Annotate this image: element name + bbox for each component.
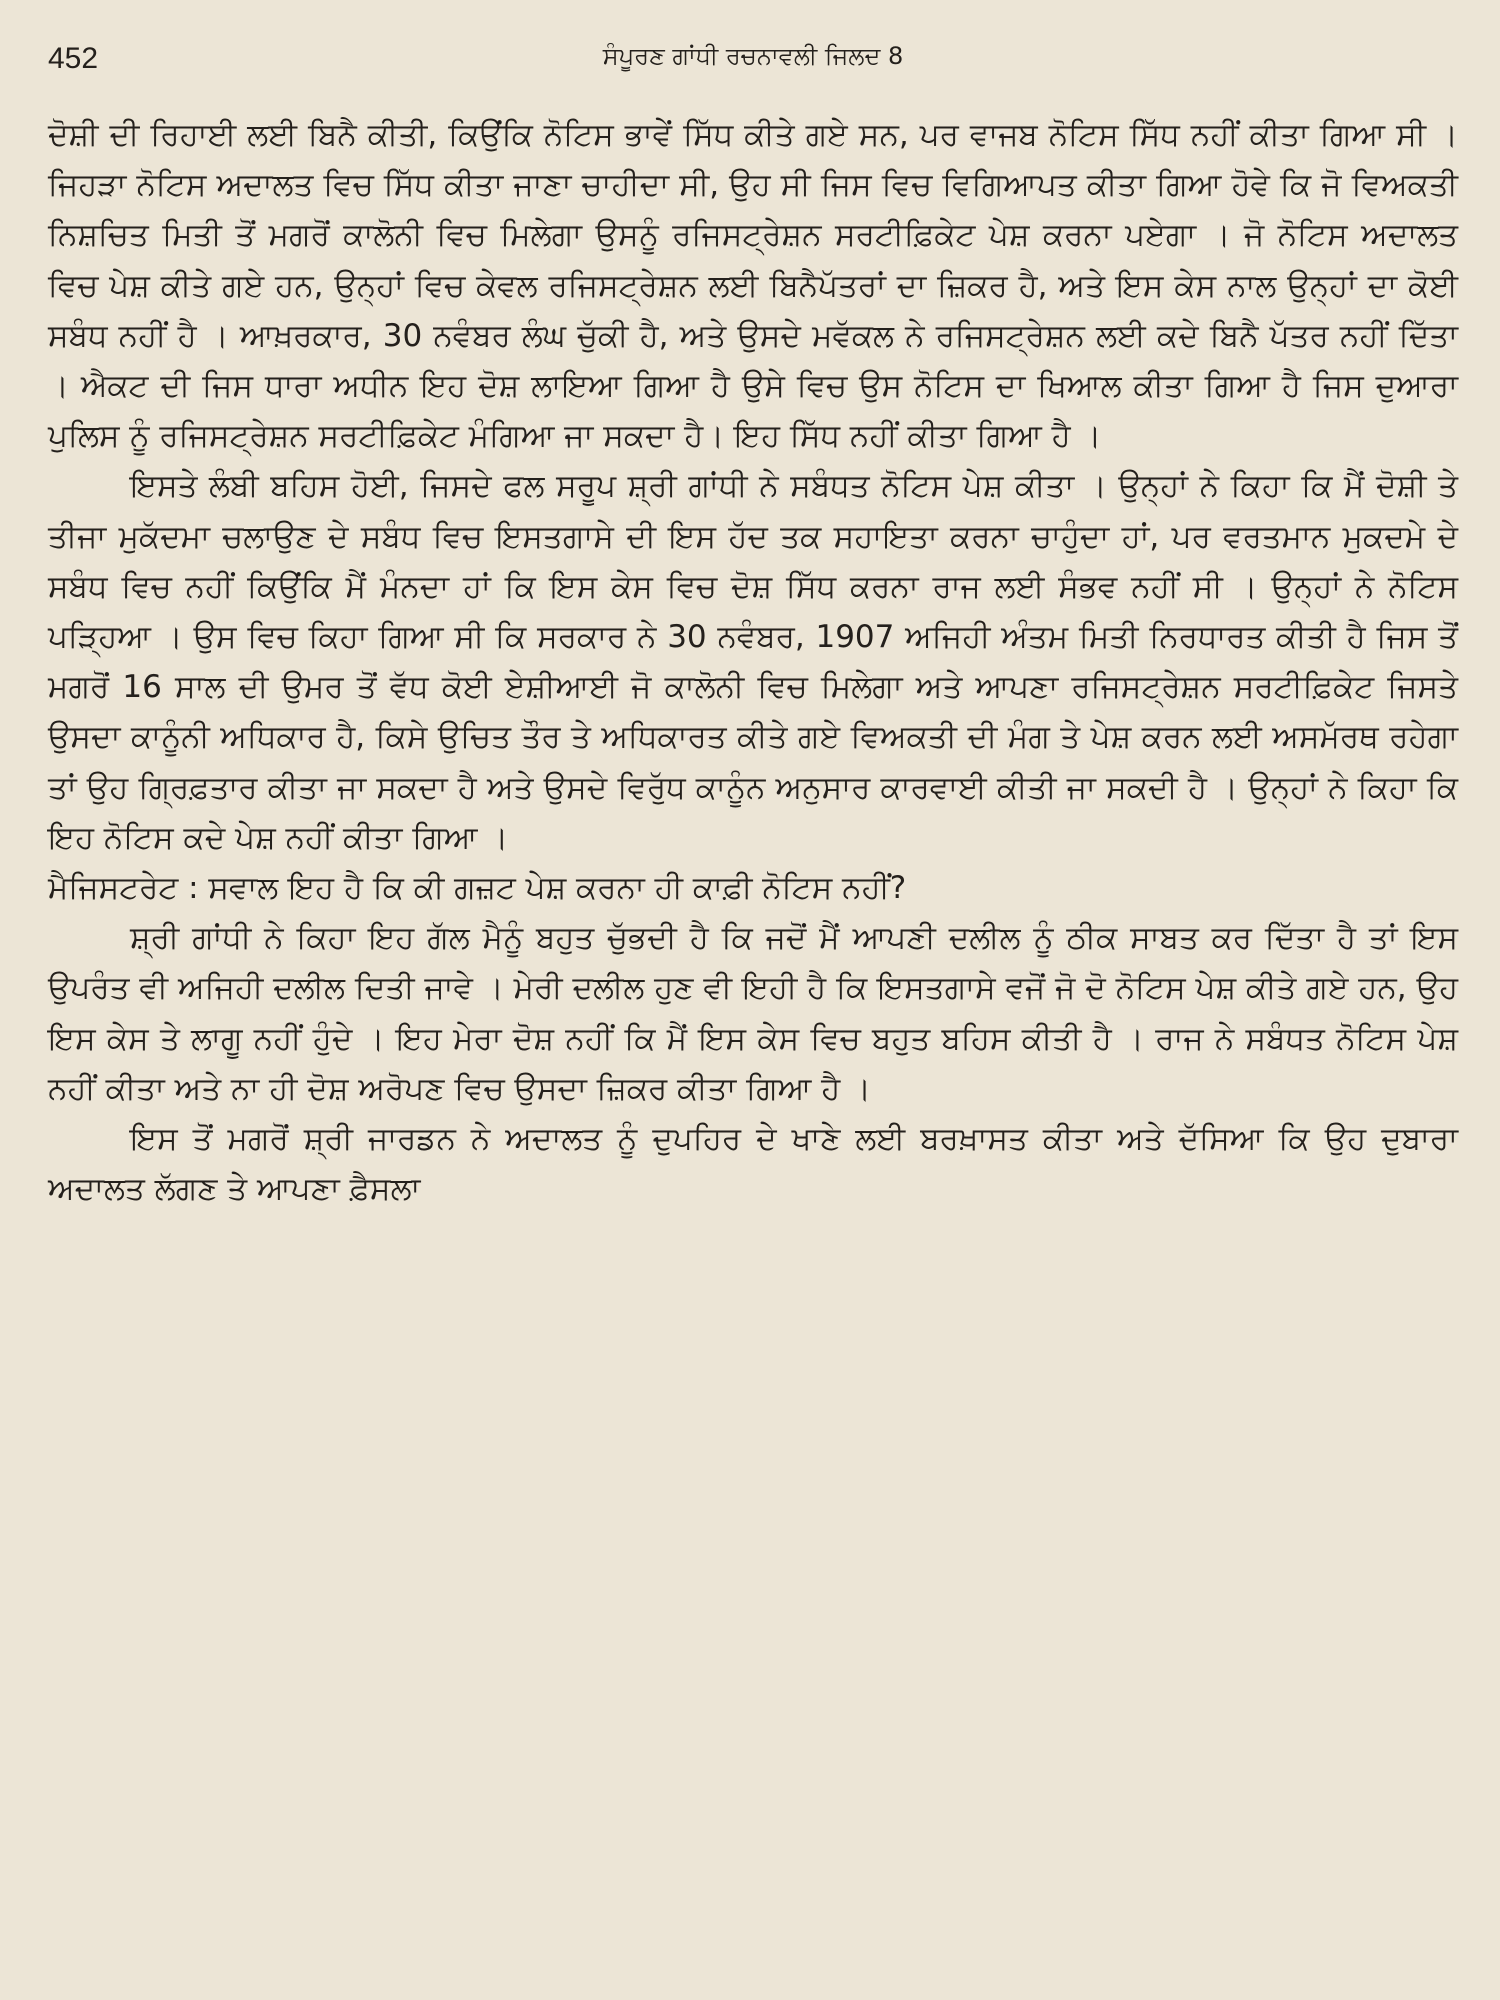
body-text: [48, 110, 1458, 1214]
page-header: [48, 42, 1458, 82]
paragraph: ਮੈਜਿਸਟਰੇਟ : ਸਵਾਲ ਇਹ ਹੈ ਕਿ ਕੀ ਗਜ਼ਟ ਪੇਸ਼ ਕਰਨਾ ਹੀ ਕਾਫ਼ੀ ਨੋਟਿਸ ਨਹੀਂ?: [48, 870, 907, 907]
paragraph: ਇਸਤੇ ਲੰਬੀ ਬਹਿਸ ਹੋਈ, ਜਿਸਦੇ ਫਲ ਸਰੂਪ ਸ਼੍ਰੀ ਗਾਂਧੀ ਨੇ ਸਬੰਧਤ ਨੋਟਿਸ ਪੇਸ਼ ਕੀਤਾ । ਉਨ੍ਹਾਂ ਨੇ ਕਿਹਾ ਕਿ ਮੈਂ ਦੋਸ਼ੀ ਤੇ ਤੀਜਾ ਮੁਕੱਦਮਾ ਚਲਾਉਣ ਦੇ ਸਬੰਧ ਵਿਚ ਇਸਤਗਾਸੇ ਦੀ ਇਸ ਹੱਦ ਤਕ ਸਹਾਇਤਾ ਕਰਨਾ ਚਾਹੁੰਦਾ ਹਾਂ, ਪਰ ਵਰਤਮਾਨ ਮੁਕਦਮੇ ਦੇ ਸਬੰਧ ਵਿਚ ਨਹੀਂ ਕਿਉਂਕਿ ਮੈਂ ਮੰਨਦਾ ਹਾਂ ਕਿ ਇਸ ਕੇਸ ਵਿਚ ਦੋਸ਼ ਸਿੱਧ ਕਰਨਾ ਰਾਜ ਲਈ ਸੰਭਵ ਨਹੀਂ ਸੀ । ਉਨ੍ਹਾਂ ਨੇ ਨੋਟਿਸ ਪੜ੍ਹਿਆ । ਉਸ ਵਿਚ ਕਿਹਾ ਗਿਆ ਸੀ ਕਿ ਸਰਕਾਰ ਨੇ 30 ਨਵੰਬਰ, 1907 ਅਜਿਹੀ ਅੰਤਮ ਮਿਤੀ ਨਿਰਧਾਰਤ ਕੀਤੀ ਹੈ ਜਿਸ ਤੋਂ ਮਗਰੋਂ 16 ਸਾਲ ਦੀ ਉਮਰ ਤੋਂ ਵੱਧ ਕੋਈ ਏਸ਼ੀਆਈ ਜੋ ਕਾਲੋਨੀ ਵਿਚ ਮਿਲੇਗਾ ਅਤੇ ਆਪਣਾ ਰਜਿਸਟ੍ਰੇਸ਼ਨ ਸਰਟੀਫ਼ਿਕੇਟ ਜਿਸਤੇ ਉਸਦਾ ਕਾਨੂੰਨੀ ਅਧਿਕਾਰ ਹੈ, ਕਿਸੇ ਉਚਿਤ ਤੌਰ ਤੇ ਅਧਿਕਾਰਤ ਕੀਤੇ ਗਏ ਵਿਅਕਤੀ ਦੀ ਮੰਗ ਤੇ ਪੇਸ਼ ਕਰਨ ਲਈ ਅਸਮੱਰਥ ਰਹੇਗਾ ਤਾਂ ਉਹ ਗ੍ਰਿਫ਼ਤਾਰ ਕੀਤਾ ਜਾ ਸਕਦਾ ਹੈ ਅਤੇ ਉਸਦੇ ਵਿਰੁੱਧ ਕਾਨੂੰਨ ਅਨੁਸਾਰ ਕਾਰਵਾਈ ਕੀਤੀ ਜਾ ਸਕਦੀ ਹੈ । ਉਨ੍ਹਾਂ ਨੇ ਕਿਹਾ ਕਿ ਇਹ ਨੋਟਿਸ ਕਦੇ ਪੇਸ਼ ਨਹੀਂ ਕੀਤਾ ਗਿਆ ।: [48, 468, 1458, 856]
paragraph: ਇਸ ਤੋਂ ਮਗਰੋਂ ਸ਼੍ਰੀ ਜਾਰਡਨ ਨੇ ਅਦਾਲਤ ਨੂੰ ਦੁਪਹਿਰ ਦੇ ਖਾਣੇ ਲਈ ਬਰਖ਼ਾਸਤ ਕੀਤਾ ਅਤੇ ਦੱਸਿਆ ਕਿ ਉਹ ਦੁਬਾਰਾ ਅਦਾਲਤ ਲੱਗਣ ਤੇ ਆਪਣਾ ਫ਼ੈਸਲਾ: [48, 1121, 1458, 1208]
page-number: 452: [48, 42, 99, 75]
paragraph: ਦੋਸ਼ੀ ਦੀ ਰਿਹਾਈ ਲਈ ਬਿਨੈ ਕੀਤੀ, ਕਿਉਂਕਿ ਨੋਟਿਸ ਭਾਵੇਂ ਸਿੱਧ ਕੀਤੇ ਗਏ ਸਨ, ਪਰ ਵਾਜਬ ਨੋਟਿਸ ਸਿੱਧ ਨਹੀਂ ਕੀਤਾ ਗਿਆ ਸੀ । ਜਿਹੜਾ ਨੋਟਿਸ ਅਦਾਲਤ ਵਿਚ ਸਿੱਧ ਕੀਤਾ ਜਾਣਾ ਚਾਹੀਦਾ ਸੀ, ਉਹ ਸੀ ਜਿਸ ਵਿਚ ਵਿਗਿਆਪਤ ਕੀਤਾ ਗਿਆ ਹੋਵੇ ਕਿ ਜੋ ਵਿਅਕਤੀ ਨਿਸ਼ਚਿਤ ਮਿਤੀ ਤੋਂ ਮਗਰੋਂ ਕਾਲੋਨੀ ਵਿਚ ਮਿਲੇਗਾ ਉਸਨੂੰ ਰਜਿਸਟ੍ਰੇਸ਼ਨ ਸਰਟੀਫ਼ਿਕੇਟ ਪੇਸ਼ ਕਰਨਾ ਪਏਗਾ । ਜੋ ਨੋਟਿਸ ਅਦਾਲਤ ਵਿਚ ਪੇਸ਼ ਕੀਤੇ ਗਏ ਹਨ, ਉਨ੍ਹਾਂ ਵਿਚ ਕੇਵਲ ਰਜਿਸਟ੍ਰੇਸ਼ਨ ਲਈ ਬਿਨੈਪੱਤਰਾਂ ਦਾ ਜ਼ਿਕਰ ਹੈ, ਅਤੇ ਇਸ ਕੇਸ ਨਾਲ ਉਨ੍ਹਾਂ ਦਾ ਕੋਈ ਸਬੰਧ ਨਹੀਂ ਹੈ । ਆਖ਼ਰਕਾਰ, 30 ਨਵੰਬਰ ਲੰਘ ਚੁੱਕੀ ਹੈ, ਅਤੇ ਉਸਦੇ ਮਵੱਕਲ ਨੇ ਰਜਿਸਟ੍ਰੇਸ਼ਨ ਲਈ ਕਦੇ ਬਿਨੈ ਪੱਤਰ ਨਹੀਂ ਦਿੱਤਾ । ਐਕਟ ਦੀ ਜਿਸ ਧਾਰਾ ਅਧੀਨ ਇਹ ਦੋਸ਼ ਲਾਇਆ ਗਿਆ ਹੈ ਉਸੇ ਵਿਚ ਉਸ ਨੋਟਿਸ ਦਾ ਖਿਆਲ ਕੀਤਾ ਗਿਆ ਹੈ ਜਿਸ ਦੁਆਰਾ ਪੁਲਿਸ ਨੂੰ ਰਜਿਸਟ੍ਰੇਸ਼ਨ ਸਰਟੀਫ਼ਿਕੇਟ ਮੰਗਿਆ ਜਾ ਸਕਦਾ ਹੈ। ਇਹ ਸਿੱਧ ਨਹੀਂ ਕੀਤਾ ਗਿਆ ਹੈ ।: [48, 117, 1458, 455]
running-title: ਸੰਪੂਰਣ ਗਾਂਧੀ ਰਚਨਾਵਲੀ ਜਿਲਦ 8: [602, 42, 904, 70]
paragraph: ਸ਼੍ਰੀ ਗਾਂਧੀ ਨੇ ਕਿਹਾ ਇਹ ਗੱਲ ਮੈਨੂੰ ਬਹੁਤ ਚੁੱਭਦੀ ਹੈ ਕਿ ਜਦੋਂ ਮੈਂ ਆਪਣੀ ਦਲੀਲ ਨੂੰ ਠੀਕ ਸਾਬਤ ਕਰ ਦਿੱਤਾ ਹੈ ਤਾਂ ਇਸ ਉਪਰੰਤ ਵੀ ਅਜਿਹੀ ਦਲੀਲ ਦਿਤੀ ਜਾਵੇ । ਮੇਰੀ ਦਲੀਲ ਹੁਣ ਵੀ ਇਹੀ ਹੈ ਕਿ ਇਸਤਗਾਸੇ ਵਜੋਂ ਜੋ ਦੋ ਨੋਟਿਸ ਪੇਸ਼ ਕੀਤੇ ਗਏ ਹਨ, ਉਹ ਇਸ ਕੇਸ ਤੇ ਲਾਗੂ ਨਹੀਂ ਹੁੰਦੇ । ਇਹ ਮੇਰਾ ਦੋਸ਼ ਨਹੀਂ ਕਿ ਮੈਂ ਇਸ ਕੇਸ ਵਿਚ ਬਹੁਤ ਬਹਿਸ ਕੀਤੀ ਹੈ । ਰਾਜ ਨੇ ਸਬੰਧਤ ਨੋਟਿਸ ਪੇਸ਼ ਨਹੀਂ ਕੀਤਾ ਅਤੇ ਨਾ ਹੀ ਦੋਸ਼ ਅਰੋਪਣ ਵਿਚ ਉਸਦਾ ਜ਼ਿਕਰ ਕੀਤਾ ਗਿਆ ਹੈ ।: [48, 920, 1458, 1107]
